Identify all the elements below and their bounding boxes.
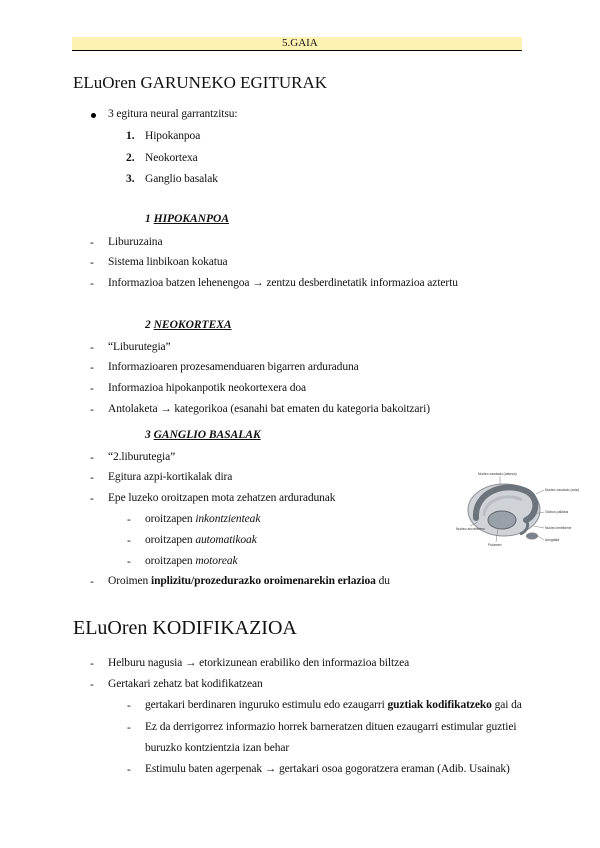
sub1-prefix: gertakari berdinaren inguruko estimulu edo ezaugarri	[145, 699, 388, 711]
dash: -	[90, 342, 94, 354]
figure-label: Nucleo caudado (cola)	[545, 488, 579, 492]
neo-title: NEOKORTEXA	[153, 319, 232, 331]
figure-label: Amigdala	[545, 538, 560, 542]
hipo-item-3: Informazioa batzen lehenengoa → zentzu desberdinetatik informazioa aztertu	[108, 277, 458, 289]
dash: -	[127, 514, 131, 526]
ganglio-last-item	[108, 575, 390, 587]
bullet-dot	[91, 113, 96, 118]
subitem-prefix: oroitzapen	[145, 513, 196, 525]
figure-label: Globus pallidus	[545, 510, 569, 514]
kodif-subitem-2b: buruzko kontzientzia izan behar	[145, 742, 290, 754]
dash: -	[90, 362, 94, 374]
header-title: 5.GAIA	[282, 37, 318, 49]
dash: -	[90, 679, 94, 691]
last-suffix: du	[375, 575, 390, 587]
dash: -	[127, 535, 131, 547]
dash: -	[127, 764, 131, 776]
label-line	[534, 526, 544, 528]
label-line	[538, 536, 544, 540]
dash: -	[90, 257, 94, 269]
figure-label: Nucleo lentiforme	[545, 526, 572, 530]
ganglio-item-3: Epe luzeko oroitzapen mota zehatzen arduradunak	[108, 492, 336, 504]
subitem-emph: motoreak	[195, 555, 238, 567]
ganglio-item-1: “2.liburutegia”	[108, 451, 176, 463]
intro-text: 3 egitura neural garrantzitsu:	[108, 108, 238, 120]
ganglio-title: GANGLIO BASALAK	[153, 429, 261, 441]
header-underline	[72, 50, 522, 51]
section1-title: ELuOren GARUNEKO EGITURAK	[73, 73, 328, 92]
neo-heading	[145, 319, 232, 331]
neo-item-4: Antolaketa → kategorikoa (esanahi bat ematen du kategoria bakoitzari)	[108, 403, 430, 415]
dash: -	[90, 493, 94, 505]
dash: -	[90, 576, 94, 588]
list-item-2: Neokortexa	[145, 152, 198, 164]
list-num-3: 3.	[126, 173, 135, 185]
kodif-item-1: Helburu nagusia → etorkizunean erabiliko den informazioa biltzea	[108, 657, 410, 669]
ganglio-subitem-1	[145, 513, 260, 525]
lentiform-shape	[488, 511, 516, 529]
last-bold: inplizitu/prozedurazko oroimenarekin erlazioa	[150, 575, 376, 587]
kodif-subitem-3: Estimulu baten agerpenak → gertakari osoa gogoratzera eraman (Adib. Usainak)	[145, 763, 510, 775]
list-num-2: 2.	[126, 152, 135, 164]
figure-label: Nucleo accumbens	[456, 527, 485, 531]
kodif-item-2: Gertakari zehatz bat kodifikatzean	[108, 678, 263, 690]
dash: -	[90, 452, 94, 464]
sub1-suffix: gai da	[491, 699, 522, 711]
ganglio-heading	[145, 429, 261, 441]
ganglio-num: 3	[145, 429, 151, 441]
dash: -	[90, 472, 94, 484]
list-num-1: 1.	[126, 130, 135, 142]
hipo-title: HIPOKANPOA	[153, 213, 230, 225]
figure-label: Nucleo caudado (cabeza)	[478, 472, 517, 476]
dash: -	[90, 383, 94, 395]
hipo-heading	[145, 213, 229, 225]
dash: -	[127, 700, 131, 712]
last-prefix: Oroimen	[108, 575, 151, 587]
ganglio-subitem-2	[145, 534, 257, 546]
hipo-item-2: Sistema linbikoan kokatua	[108, 256, 228, 268]
amygdala-shape	[526, 533, 538, 540]
subitem-emph: automatikoak	[195, 534, 257, 546]
hipo-num: 1	[145, 213, 151, 225]
subitem-prefix: oroitzapen	[145, 555, 196, 567]
label-line	[536, 490, 544, 494]
ganglio-item-2: Egitura azpi-kortikalak dira	[108, 471, 233, 483]
kodif-subitem-1	[145, 699, 522, 711]
neo-item-1: “Liburutegia”	[108, 341, 171, 353]
subitem-emph: inkontzienteak	[195, 513, 261, 525]
list-item-1: Hipokanpoa	[145, 130, 201, 142]
dash: -	[127, 722, 131, 734]
kodif-subitem-2a: Ez da derrigorrez informazio horrek barneratzen dituen ezaugarri estimular guztiei	[145, 721, 517, 733]
figure-label: Putamen	[488, 543, 502, 547]
dash: -	[90, 404, 94, 416]
dash: -	[127, 556, 131, 568]
neo-item-2: Informazioaren prozesamenduaren bigarren arduraduna	[108, 361, 359, 373]
section2-title: ELuOren KODIFIKAZIOA	[73, 617, 297, 639]
subitem-prefix: oroitzapen	[145, 534, 196, 546]
sub1-bold: guztiak kodifikatzeko	[387, 699, 492, 711]
dash: -	[90, 658, 94, 670]
dash: -	[90, 278, 94, 290]
list-item-3: Ganglio basalak	[145, 173, 218, 185]
neo-num: 2	[145, 319, 151, 331]
neo-item-3: Informazioa hipokanpotik neokortexera doa	[108, 382, 307, 394]
hipo-item-1: Liburuzaina	[108, 236, 163, 248]
ganglio-subitem-3	[145, 555, 238, 567]
dash: -	[90, 237, 94, 249]
basal-ganglia-figure	[456, 470, 579, 552]
